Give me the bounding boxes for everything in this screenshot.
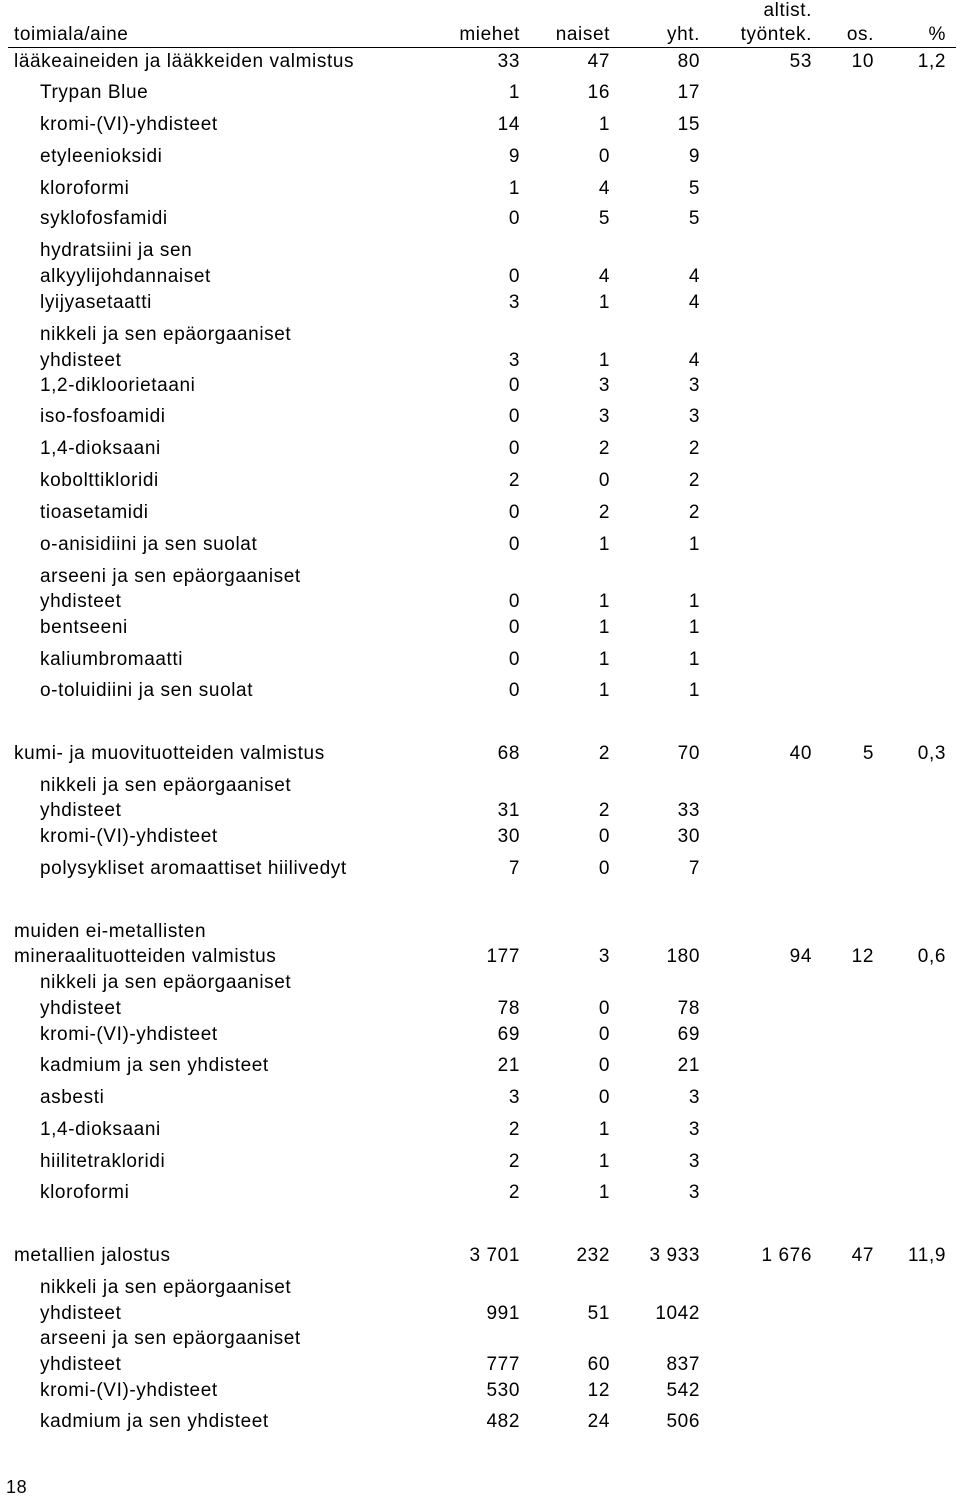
item-naiset: 1 (598, 534, 610, 555)
item-miehet: 2 (508, 1151, 520, 1172)
header-toimiala: toimiala/aine (14, 24, 129, 45)
item-miehet: 530 (486, 1380, 520, 1401)
section-altist: 94 (789, 946, 812, 967)
item-name: kromi-(VI)-yhdisteet (40, 1380, 218, 1401)
item-miehet: 482 (486, 1411, 520, 1432)
item-yht: 17 (677, 82, 700, 103)
item-miehet: 14 (497, 114, 520, 135)
section-miehet: 33 (497, 51, 520, 72)
item-miehet: 3 (508, 1087, 520, 1108)
item-name: 1,2-dikloorietaani (40, 375, 196, 396)
item-naiset: 0 (598, 1055, 610, 1076)
item-naiset: 24 (587, 1411, 610, 1432)
item-miehet: 1 (508, 178, 520, 199)
item-yht: 3 (688, 406, 700, 427)
item-miehet: 0 (508, 591, 520, 612)
header-naiset: naiset (555, 24, 610, 45)
item-name: tioasetamidi (40, 502, 149, 523)
section-naiset: 232 (576, 1245, 610, 1266)
item-yht: 1 (688, 617, 700, 638)
item-name-line: arseeni ja sen epäorgaaniset (40, 566, 301, 587)
item-yht: 4 (688, 266, 700, 287)
item-name-line: hydratsiini ja sen (40, 240, 193, 261)
item-naiset: 0 (598, 146, 610, 167)
header-miehet: miehet (459, 24, 520, 45)
item-yht: 33 (677, 800, 700, 821)
item-name-line: nikkeli ja sen epäorgaaniset (40, 1277, 292, 1298)
item-miehet: 0 (508, 617, 520, 638)
item-name: o-toluidiini ja sen suolat (40, 680, 254, 701)
item-yht: 1 (688, 680, 700, 701)
header-divider (8, 47, 956, 48)
item-yht: 7 (688, 858, 700, 879)
item-yht: 3 (688, 1087, 700, 1108)
item-name: syklofosfamidi (40, 208, 168, 229)
item-naiset: 0 (598, 470, 610, 491)
item-naiset: 4 (598, 178, 610, 199)
item-naiset: 2 (598, 502, 610, 523)
item-naiset: 1 (598, 680, 610, 701)
item-miehet: 7 (508, 858, 520, 879)
item-yht: 837 (666, 1354, 700, 1375)
item-miehet: 0 (508, 502, 520, 523)
section-pct: 11,9 (908, 1245, 946, 1266)
item-naiset: 0 (598, 826, 610, 847)
item-yht: 1 (688, 534, 700, 555)
item-name-line: yhdisteet (40, 1354, 122, 1375)
section-pct: 1,2 (917, 51, 946, 72)
item-miehet: 78 (497, 998, 520, 1019)
item-name: lyijyasetaatti (40, 292, 152, 313)
item-miehet: 0 (508, 534, 520, 555)
item-yht: 5 (688, 208, 700, 229)
item-name-line: arseeni ja sen epäorgaaniset (40, 1328, 301, 1349)
item-name: etyleenioksidi (40, 146, 163, 167)
item-yht: 2 (688, 438, 700, 459)
item-miehet: 21 (497, 1055, 520, 1076)
item-yht: 9 (688, 146, 700, 167)
item-yht: 1 (688, 649, 700, 670)
section-os: 47 (851, 1245, 874, 1266)
item-name-line: alkyylijohdannaiset (40, 266, 211, 287)
item-yht: 1 (688, 591, 700, 612)
section-miehet: 177 (486, 946, 520, 967)
item-naiset: 12 (587, 1380, 610, 1401)
item-name: kloroformi (40, 1182, 130, 1203)
item-naiset: 1 (598, 649, 610, 670)
item-naiset: 1 (598, 114, 610, 135)
item-naiset: 0 (598, 1024, 610, 1045)
item-yht: 506 (666, 1411, 700, 1432)
section-altist: 53 (789, 51, 812, 72)
item-naiset: 60 (587, 1354, 610, 1375)
item-yht: 4 (688, 350, 700, 371)
item-yht: 69 (677, 1024, 700, 1045)
header-pct: % (928, 24, 946, 45)
item-name: o-anisidiini ja sen suolat (40, 534, 258, 555)
item-yht: 2 (688, 470, 700, 491)
item-yht: 5 (688, 178, 700, 199)
item-naiset: 3 (598, 375, 610, 396)
item-yht: 78 (677, 998, 700, 1019)
item-name-line: yhdisteet (40, 591, 122, 612)
item-naiset: 0 (598, 858, 610, 879)
item-name: kadmium ja sen yhdisteet (40, 1055, 269, 1076)
item-miehet: 3 (508, 292, 520, 313)
item-naiset: 5 (598, 208, 610, 229)
item-naiset: 1 (598, 617, 610, 638)
item-naiset: 1 (598, 591, 610, 612)
section-miehet: 3 701 (469, 1245, 520, 1266)
section-os: 10 (851, 51, 874, 72)
item-name: kromi-(VI)-yhdisteet (40, 1024, 218, 1045)
item-naiset: 1 (598, 1182, 610, 1203)
item-name-line: nikkeli ja sen epäorgaaniset (40, 775, 292, 796)
item-yht: 21 (677, 1055, 700, 1076)
section-pct: 0,6 (917, 946, 946, 967)
item-miehet: 777 (486, 1354, 520, 1375)
item-yht: 4 (688, 292, 700, 313)
item-yht: 30 (677, 826, 700, 847)
item-miehet: 0 (508, 208, 520, 229)
section-name-line: muiden ei-metallisten (14, 921, 207, 942)
item-miehet: 2 (508, 470, 520, 491)
section-os: 12 (851, 946, 874, 967)
item-miehet: 0 (508, 406, 520, 427)
section-naiset: 47 (587, 51, 610, 72)
item-name: kobolttikloridi (40, 470, 159, 491)
section-altist: 40 (789, 743, 812, 764)
item-naiset: 3 (598, 406, 610, 427)
page-number: 18 (6, 1477, 28, 1497)
item-miehet: 0 (508, 680, 520, 701)
item-yht: 3 (688, 1119, 700, 1140)
item-yht: 1042 (655, 1303, 700, 1324)
item-name-line: yhdisteet (40, 998, 122, 1019)
item-name: bentseeni (40, 617, 128, 638)
section-name-line: mineraalituotteiden valmistus (14, 946, 277, 967)
item-name: kaliumbromaatti (40, 649, 184, 670)
item-name: kromi-(VI)-yhdisteet (40, 114, 218, 135)
item-miehet: 3 (508, 350, 520, 371)
item-name: asbesti (40, 1087, 105, 1108)
section-name: lääkeaineiden ja lääkkeiden valmistus (14, 51, 355, 72)
item-name-line: yhdisteet (40, 800, 122, 821)
item-yht: 15 (677, 114, 700, 135)
item-naiset: 2 (598, 438, 610, 459)
item-miehet: 2 (508, 1182, 520, 1203)
section-name: kumi- ja muovituotteiden valmistus (14, 743, 325, 764)
item-name: kadmium ja sen yhdisteet (40, 1411, 269, 1432)
section-miehet: 68 (497, 743, 520, 764)
item-name-line: yhdisteet (40, 1303, 122, 1324)
section-yht: 180 (666, 946, 700, 967)
section-altist: 1 676 (761, 1245, 812, 1266)
item-name: Trypan Blue (40, 82, 149, 103)
item-yht: 2 (688, 502, 700, 523)
item-miehet: 30 (497, 826, 520, 847)
item-naiset: 1 (598, 1119, 610, 1140)
item-yht: 3 (688, 1182, 700, 1203)
header-altist: työntek. (740, 24, 812, 45)
item-naiset: 4 (598, 266, 610, 287)
item-miehet: 0 (508, 649, 520, 670)
section-naiset: 3 (598, 946, 610, 967)
header-yht: yht. (666, 24, 700, 45)
item-naiset: 51 (587, 1303, 610, 1324)
item-miehet: 0 (508, 438, 520, 459)
item-name: kromi-(VI)-yhdisteet (40, 826, 218, 847)
item-yht: 3 (688, 1151, 700, 1172)
item-name: hiilitetrakloridi (40, 1151, 166, 1172)
item-naiset: 0 (598, 1087, 610, 1108)
header-os: os. (846, 24, 874, 45)
item-name: iso-fosfoamidi (40, 406, 166, 427)
item-name: kloroformi (40, 178, 130, 199)
item-naiset: 1 (598, 1151, 610, 1172)
header-altist-top: altist. (763, 0, 812, 21)
item-miehet: 9 (508, 146, 520, 167)
item-yht: 3 (688, 375, 700, 396)
item-miehet: 69 (497, 1024, 520, 1045)
item-name: 1,4-dioksaani (40, 438, 161, 459)
item-naiset: 16 (587, 82, 610, 103)
item-miehet: 991 (486, 1303, 520, 1324)
item-naiset: 1 (598, 292, 610, 313)
section-name: metallien jalostus (14, 1245, 171, 1266)
item-naiset: 1 (598, 350, 610, 371)
item-name-line: nikkeli ja sen epäorgaaniset (40, 972, 292, 993)
item-miehet: 31 (497, 800, 520, 821)
item-naiset: 2 (598, 800, 610, 821)
section-os: 5 (862, 743, 874, 764)
item-miehet: 2 (508, 1119, 520, 1140)
item-naiset: 0 (598, 998, 610, 1019)
item-name-line: yhdisteet (40, 350, 122, 371)
item-name-line: nikkeli ja sen epäorgaaniset (40, 324, 292, 345)
item-yht: 542 (666, 1380, 700, 1401)
section-naiset: 2 (598, 743, 610, 764)
section-yht: 70 (677, 743, 700, 764)
item-miehet: 0 (508, 266, 520, 287)
section-pct: 0,3 (917, 743, 946, 764)
item-name: 1,4-dioksaani (40, 1119, 161, 1140)
item-miehet: 1 (508, 82, 520, 103)
section-yht: 80 (677, 51, 700, 72)
item-name: polysykliset aromaattiset hiilivedyt (40, 858, 347, 879)
item-miehet: 0 (508, 375, 520, 396)
section-yht: 3 933 (649, 1245, 700, 1266)
